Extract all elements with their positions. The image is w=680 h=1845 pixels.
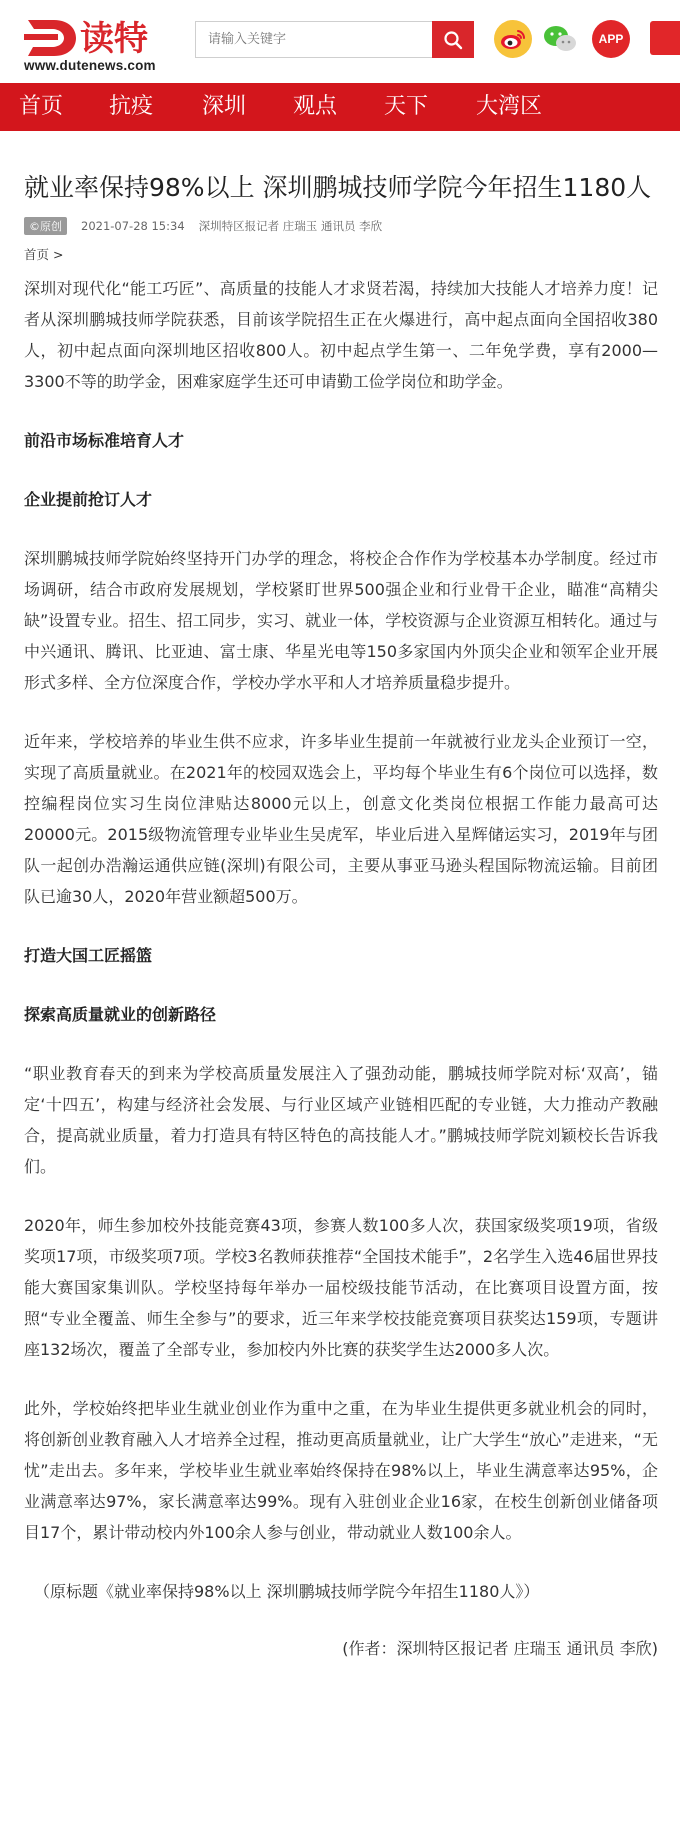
section-heading: 打造大国工匠摇篮	[24, 946, 153, 965]
paragraph: “职业教育春天的到来为学校高质量发展注入了强劲动能，鹏城技师学院对标‘双高’，锚定‘十四五’，构建与经济社会发展、与行业区域产业链相匹配的专业链，大力推动产教融合，提高就业质量，着力打造具有特区特色的高技能人才。”鹏城技师学院刘颖校长告诉我们。	[24, 1064, 658, 1176]
nav-item-world[interactable]: 天下	[383, 94, 428, 119]
main-nav	[0, 83, 680, 131]
byline: 深圳特区报记者 庄瑞玉 通讯员 李欣	[198, 219, 383, 233]
app-download-button[interactable]	[592, 20, 630, 58]
logo-url: www.dutenews.com	[24, 58, 156, 73]
nav-item-shenzhen[interactable]: 深圳	[201, 94, 246, 119]
weibo-share-button[interactable]	[494, 20, 532, 58]
logo-text: 读特	[80, 19, 148, 58]
search-button[interactable]	[432, 21, 474, 58]
nav-item-greater-bay-area[interactable]: 大湾区	[475, 94, 542, 119]
breadcrumb[interactable]: 首页 >	[24, 247, 64, 262]
paragraph: 此外，学校始终把毕业生就业创业作为重中之重，在为毕业生提供更多就业机会的同时，将创新创业教育融入人才培养全过程，推动更高质量就业，让广大学生“放心”走进来，“无忧”走出去。多年来，学校毕业生就业率始终保持在98%以上，毕业生满意率达95%，企业满意率达97%，家长满意率达99%。现有入驻创业企业16家，在校生创新创业储备项目17个，累计带动校内外100余人参与创业，带动就业人数100余人。	[24, 1399, 658, 1542]
search-icon	[443, 30, 463, 50]
publish-date: 2021-07-28 15:34	[81, 219, 185, 233]
paragraph: 深圳鹏城技师学院始终坚持开门办学的理念，将校企合作作为学校基本办学制度。经过市场调研，结合市政府发展规划，学校紧盯世界500强企业和行业骨干企业，瞄准“高精尖缺”设置专业。招生、招工同步，实习、就业一体，学校资源与企业资源互相转化。通过与中兴通讯、腾讯、比亚迪、富士康、华星光电等150多家国内外顶尖企业和领军企业开展形式多样、全方位深度合作，学校办学水平和人才培养质量稳步提升。	[24, 549, 658, 692]
paragraph: 近年来，学校培养的毕业生供不应求，许多毕业生提前一年就被行业龙头企业预订一空，实现了高质量就业。在2021年的校园双选会上，平均每个毕业生有6个岗位可以选择，数控编程岗位实习生岗位津贴达8000元以上，创意文化类岗位根据工作能力最高可达20000元。2015级物流管理专业毕业生吴虎军，毕业后进入星辉储运实习，2019年与团队一起创办浩瀚运通供应链(深圳)有限公司，主要从事亚马逊头程国际物流运输。目前团队已逾30人，2020年营业额超500万。	[24, 732, 658, 906]
search-input[interactable]	[196, 22, 432, 57]
article-meta	[24, 217, 658, 235]
author-note: (作者：深圳特区报记者 庄瑞玉 通讯员 李欣)	[342, 1639, 658, 1658]
paragraph: 2020年，师生参加校外技能竞赛43项，参赛人数100多人次，获国家级奖项19项，省级奖项17项，市级奖项7项。学校3名教师获推荐“全国技术能手”，2名学生入选46届世界技能大赛国家集训队。学校坚持每年举办一届校级技能节活动，在比赛项目设置方面，按照“专业全覆盖、师生全参与”的要求，近三年来学校技能竞赛项目获奖达159项，专题讲座132场次，覆盖了全部专业，参加校内外比赛的获奖学生达2000多人次。	[24, 1216, 658, 1359]
section-subheading: 企业提前抢订人才	[24, 490, 153, 509]
app-label: APP	[598, 32, 624, 46]
article-body	[24, 273, 658, 1664]
site-header	[0, 0, 680, 82]
edge-red-tab[interactable]	[650, 21, 680, 55]
original-title-note: （原标题《就业率保持98%以上 深圳鹏城技师学院今年招生1180人》）	[34, 1582, 540, 1601]
wechat-icon	[542, 24, 578, 54]
nav-item-home[interactable]: 首页	[18, 94, 63, 119]
search-box	[195, 21, 432, 58]
article-title: 就业率保持98%以上 深圳鹏城技师学院今年招生1180人	[24, 173, 652, 202]
weibo-icon	[499, 27, 527, 51]
nav-item-opinion[interactable]: 观点	[292, 94, 337, 119]
section-subheading: 探索高质量就业的创新路径	[24, 1005, 217, 1024]
site-logo[interactable]	[24, 14, 169, 74]
section-heading: 前沿市场标准培育人才	[24, 431, 185, 450]
dute-logo-icon	[24, 14, 169, 58]
nav-item-antiepidemic[interactable]: 抗疫	[108, 94, 153, 119]
paragraph: 深圳对现代化“能工巧匠”、高质量的技能人才求贤若渴，持续加大技能人才培养力度！记者从深圳鹏城技师学院获悉，目前该学院招生正在火爆进行，高中起点面向全国招收380人，初中起点面向深圳地区招收800人。初中起点学生第一、二年免学费，享有2000—3300不等的助学金，困难家庭学生还可申请勤工俭学岗位和助学金。	[24, 279, 658, 391]
article	[24, 131, 658, 1664]
wechat-share-button[interactable]	[541, 20, 579, 58]
original-badge: ©原创	[24, 217, 67, 235]
